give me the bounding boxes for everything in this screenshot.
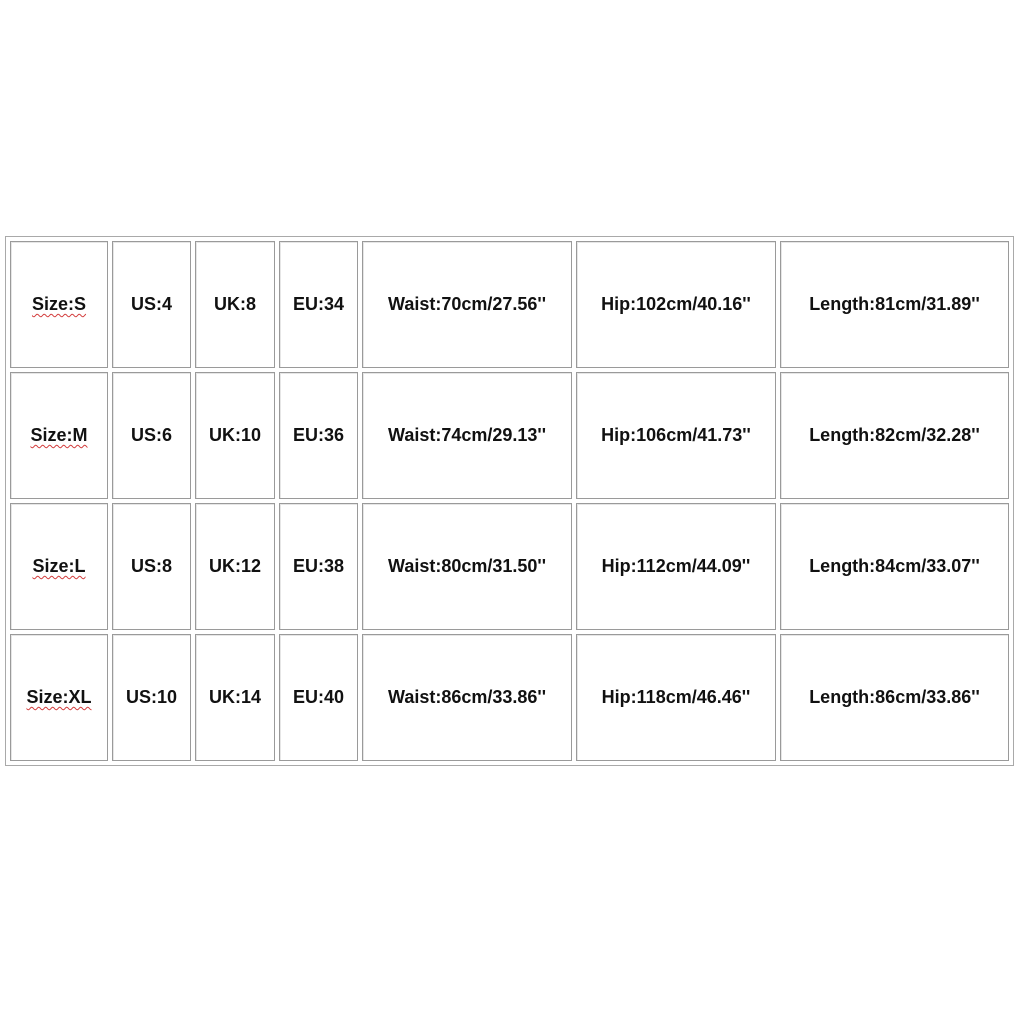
size-cell xyxy=(10,372,108,499)
table-row xyxy=(10,241,1009,368)
size-cell xyxy=(10,503,108,630)
eu-size-cell: EU:34 xyxy=(279,241,358,368)
table-row xyxy=(10,372,1009,499)
size-chart-table xyxy=(5,236,1014,766)
us-size-cell: US:6 xyxy=(112,372,191,499)
hip-cell: Hip:106cm/41.73'' xyxy=(576,372,776,499)
eu-size-cell: EU:38 xyxy=(279,503,358,630)
uk-size-cell: UK:12 xyxy=(195,503,275,630)
table-row xyxy=(10,503,1009,630)
eu-size-cell: EU:40 xyxy=(279,634,358,761)
length-cell: Length:82cm/32.28'' xyxy=(780,372,1009,499)
uk-size-cell: UK:8 xyxy=(195,241,275,368)
hip-cell: Hip:118cm/46.46'' xyxy=(576,634,776,761)
us-size-cell: US:4 xyxy=(112,241,191,368)
size-label: Size:M xyxy=(30,425,88,445)
us-size-cell: US:8 xyxy=(112,503,191,630)
size-cell xyxy=(10,634,108,761)
length-cell: Length:81cm/31.89'' xyxy=(780,241,1009,368)
waist-cell: Waist:70cm/27.56'' xyxy=(362,241,572,368)
us-size-cell: US:10 xyxy=(112,634,191,761)
size-label: Size:L xyxy=(32,556,86,576)
waist-cell: Waist:86cm/33.86'' xyxy=(362,634,572,761)
eu-size-cell: EU:36 xyxy=(279,372,358,499)
size-label: Size:XL xyxy=(26,687,92,707)
length-cell: Length:86cm/33.86'' xyxy=(780,634,1009,761)
size-cell xyxy=(10,241,108,368)
uk-size-cell: UK:10 xyxy=(195,372,275,499)
table-row xyxy=(10,634,1009,761)
hip-cell: Hip:102cm/40.16'' xyxy=(576,241,776,368)
length-cell: Length:84cm/33.07'' xyxy=(780,503,1009,630)
uk-size-cell: UK:14 xyxy=(195,634,275,761)
size-label: Size:S xyxy=(31,294,87,314)
hip-cell: Hip:112cm/44.09'' xyxy=(576,503,776,630)
waist-cell: Waist:80cm/31.50'' xyxy=(362,503,572,630)
waist-cell: Waist:74cm/29.13'' xyxy=(362,372,572,499)
